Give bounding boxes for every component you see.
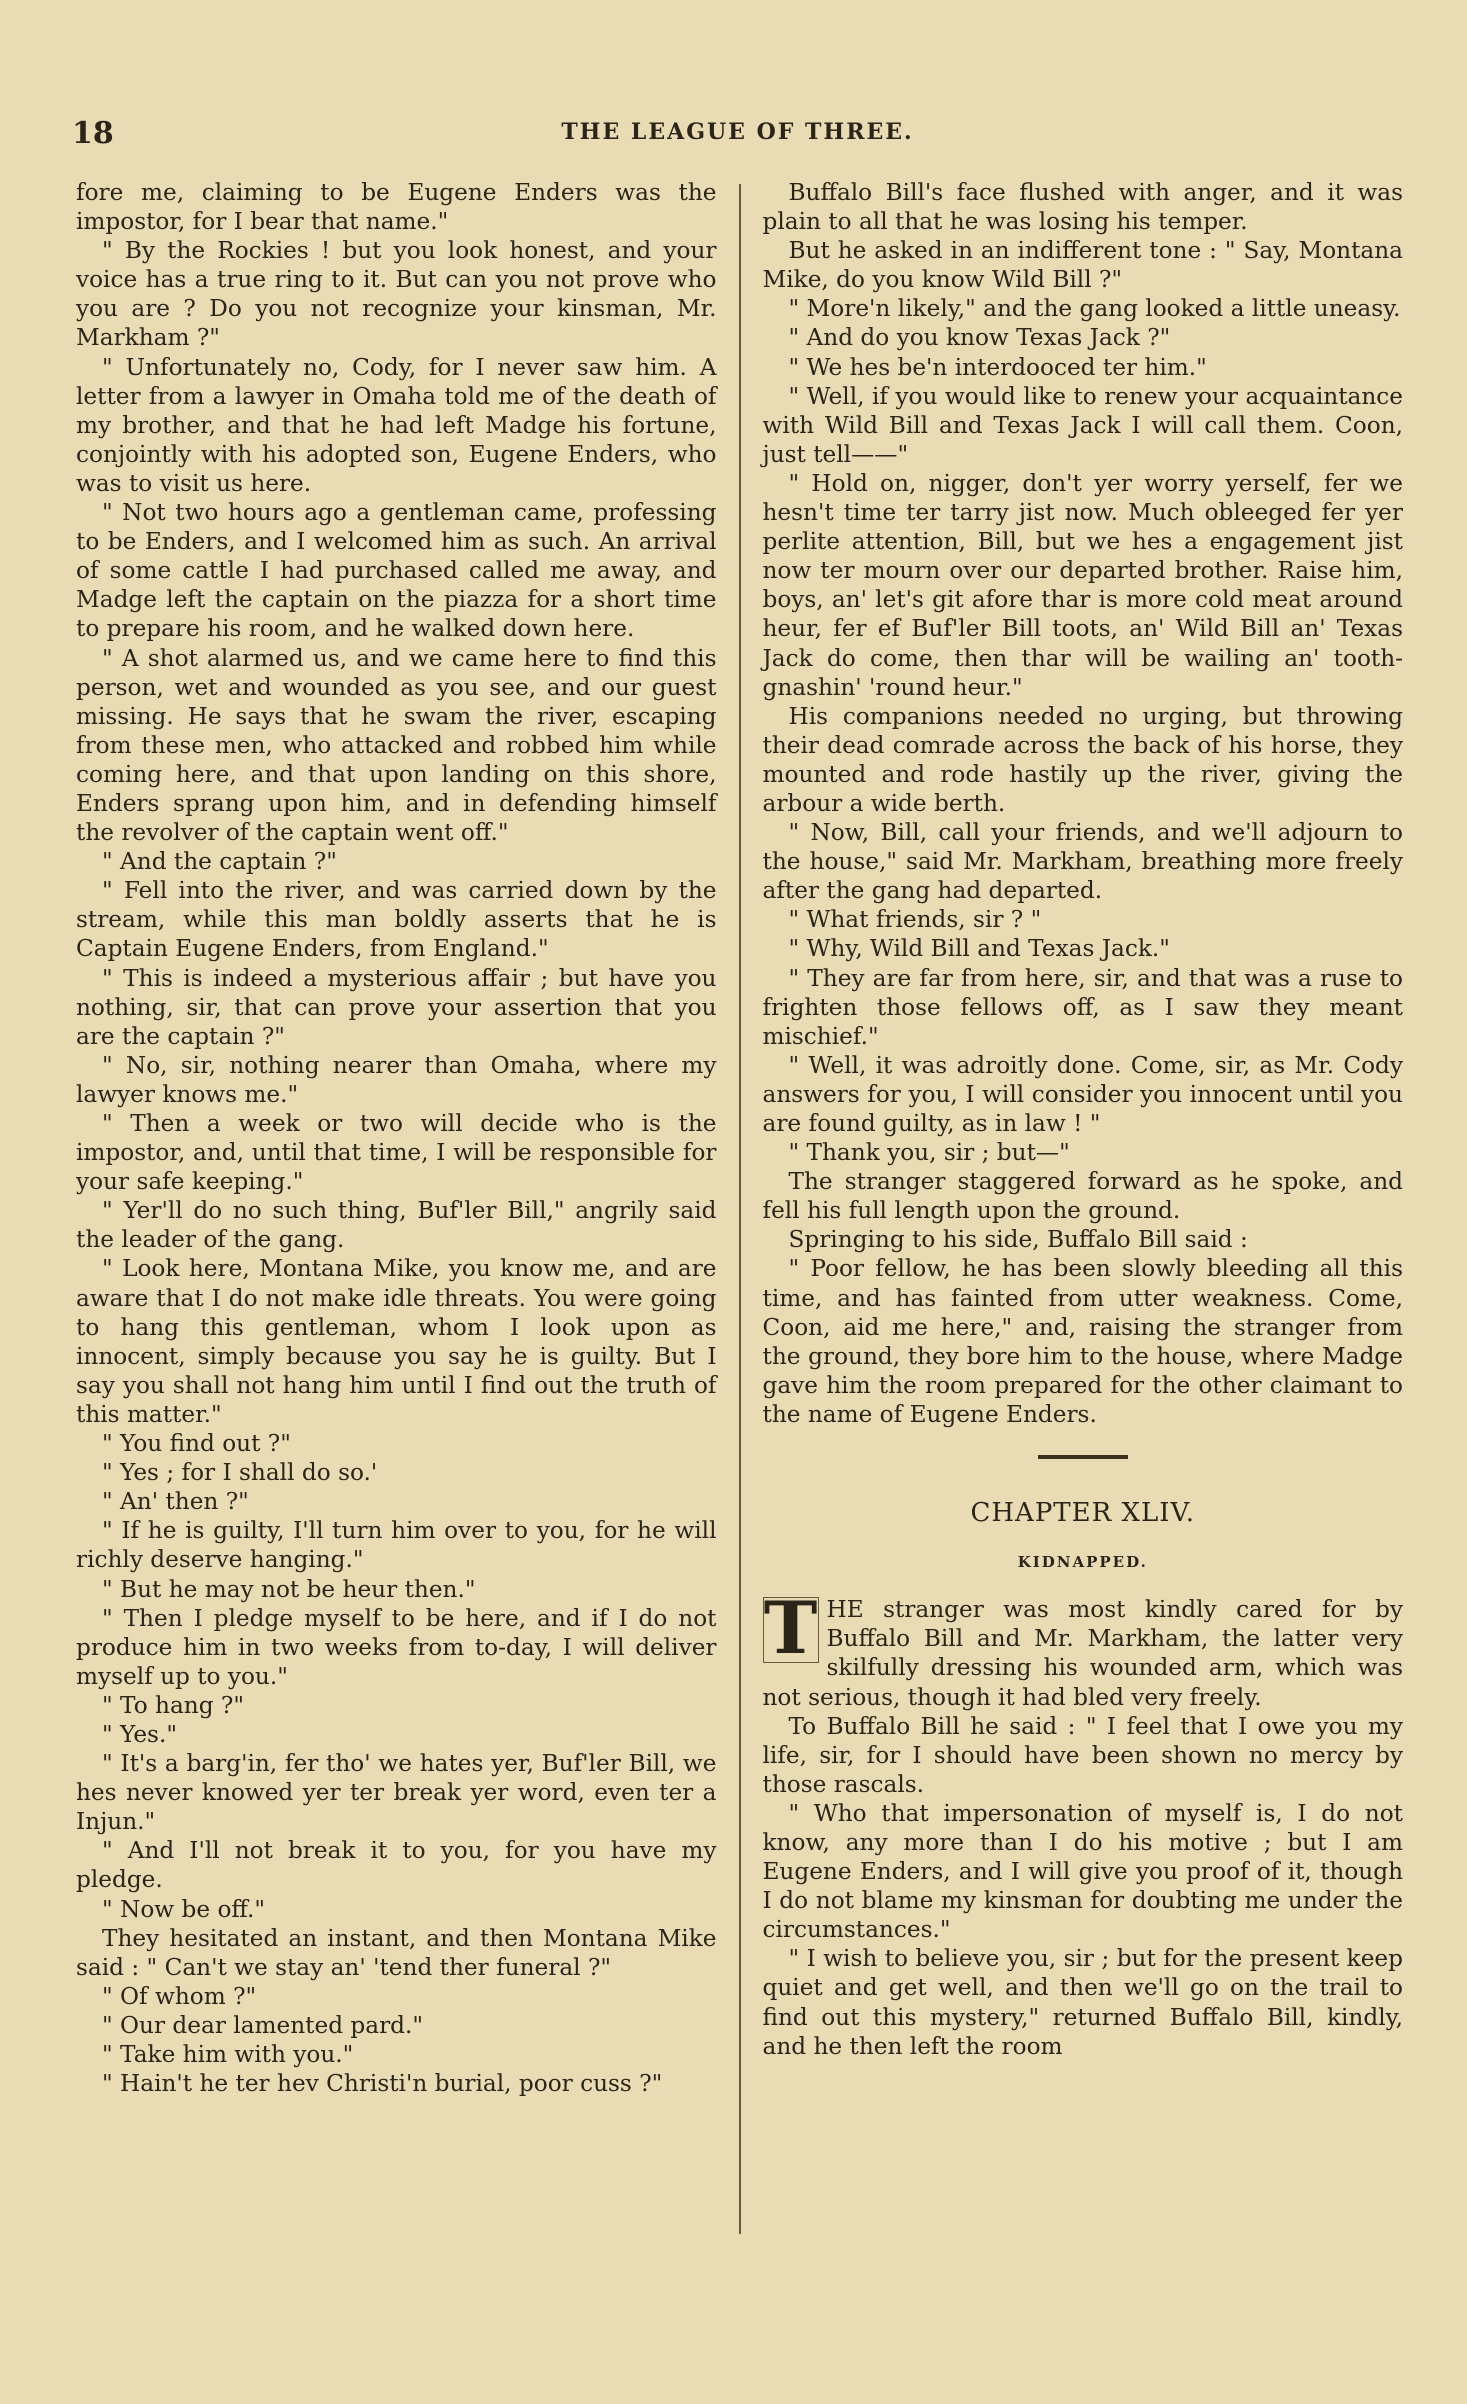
paragraph: " Hold on, nigger, don't yer worry yerself, fer we hesn't time ter tarry jist now. Much obleeged fer yer perlite attention, Bill, but we hes a engagement jist now ter mourn over our departed brother. Raise him, boys, an' let's git afore thar is more cold meat around heur, fer ef Buf'ler Bill toots, an' Wild Bill an' Texas Jack do come, then thar will be wailing an' tooth-gnashin' 'round heur." (762, 469, 1403, 701)
chapter-subtitle: KIDNAPPED. (1017, 1553, 1148, 1572)
paragraph: " Thank you, sir ; but—" (788, 1139, 1070, 1167)
paragraph: " Not two hours ago a gentleman came, professing to be Enders, and I welcomed him as such. An arrival of some cattle I had purchased called me away, and Madge left the captain on the piazza for a short time to prepare his room, and he walked down here. (76, 499, 717, 643)
running-head: THE LEAGUE OF THREE. (561, 119, 914, 145)
paragraph: " To hang ?" (102, 1691, 245, 1719)
paragraph: " What friends, sir ? " (788, 906, 1042, 934)
paragraph: " We hes be'n interdooced ter him." (788, 353, 1207, 381)
paragraph: " Look here, Montana Mike, you know me, and are aware that I do not make idle threats. You were going to hang this gentleman, whom I look upon as innocent, simply because you say he is guilty. But I say you shall not hang him until I find out the truth of this matter." (76, 1255, 717, 1428)
paragraph: " A shot alarmed us, and we came here to find this person, wet and wounded as you see, and our guest missing. He says that he swam the river, escaping from these men, who attacked and robbed him while coming here, and that upon landing on this shore, Enders sprang upon him, and in defending himself the revolver of the captain went off." (76, 644, 717, 847)
paragraph: " They are far from here, sir, and that was a ruse to frighten those fellows off, as I saw they meant mischief." (762, 964, 1403, 1050)
paragraph: " Now be off." (102, 1895, 266, 1923)
paragraph: " Fell into the river, and was carried down by the stream, while this man boldly asserts that he is Captain Eugene Enders, from England." (76, 877, 717, 963)
paragraph: " You find out ?" (102, 1430, 291, 1458)
right-column-bottom (763, 1712, 1404, 2061)
chapter-ornament (1038, 1455, 1128, 1459)
text-columns (76, 178, 1403, 2404)
paragraph: " Yes ; for I shall do so.' (102, 1459, 378, 1487)
page-header (72, 112, 1403, 152)
paragraph: To Buffalo Bill he said : " I feel that I owe you my life, sir, for I should have been shown no mercy by those rascals. (762, 1712, 1403, 1798)
paragraph: " An' then ?" (102, 1488, 249, 1516)
dropcap: T (763, 1585, 818, 1671)
paragraph: " Then a week or two will decide who is the impostor, and, until that time, I will be responsible for your safe keeping." (76, 1110, 717, 1196)
right-column-top (763, 178, 1404, 1429)
paragraph: They hesitated an instant, and then Montana Mike said : " Can't we stay an' 'tend ther funeral ?" (76, 1924, 717, 1981)
paragraph: " Of whom ?" (102, 1982, 257, 2010)
chapter-title: CHAPTER XLIV. (970, 1498, 1196, 1529)
paragraph: " I wish to believe you, sir ; but for the present keep quiet and get well, and then we'll go on the trail to find out this mystery," returned Buffalo Bill, kindly, and he then left the room (762, 1945, 1403, 2060)
paragraph: Springing to his side, Buffalo Bill said : (788, 1226, 1248, 1254)
paragraph: " This is indeed a mysterious affair ; but have you nothing, sir, that can prove your assertion that you are the captain ?" (76, 964, 717, 1050)
paragraph: " And the captain ?" (102, 848, 337, 876)
chapter-first-paragraph (762, 1585, 1404, 1711)
paragraph: " Yer'll do no such thing, Buf'ler Bill," angrily said the leader of the gang. (76, 1197, 717, 1254)
paragraph: " More'n likely," and the gang looked a little uneasy. (788, 295, 1401, 323)
paragraph: " And I'll not break it to you, for you have my pledge. (76, 1837, 717, 1894)
paragraph: " Unfortunately no, Cody, for I never saw him. A letter from a lawyer in Omaha told me of the death of my brother, and that he had left Madge his fortune, conjointly with his adopted son, Eugene Enders, who was to visit us here. (76, 353, 717, 497)
paragraph: " Well, it was adroitly done. Come, sir, as Mr. Cody answers for you, I will consider you innocent until you are found guilty, as in law ! " (762, 1051, 1403, 1137)
paragraph: " Hain't he ter hev Christi'n burial, poor cuss ?" (102, 2070, 663, 2098)
paragraph: " Why, Wild Bill and Texas Jack." (788, 935, 1170, 963)
paragraph: " But he may not be heur then." (102, 1575, 476, 1603)
paragraph: " Who that impersonation of myself is, I do not know, any more than I do his motive ; but I am Eugene Enders, and I will give you proof of it, though I do not blame my kinsman for doubting me under the circumstances." (762, 1799, 1403, 1944)
paragraph: " Yes." (102, 1720, 177, 1748)
paragraph: The stranger staggered forward as he spoke, and fell his full length upon the ground. (762, 1168, 1403, 1225)
paragraph: fore me, claiming to be Eugene Enders was the impostor, for I bear that name." (76, 179, 717, 236)
right-column (741, 178, 1404, 2404)
chapter-first-paragraph-text: HE stranger was most kindly cared for by Buffalo Bill and Mr. Markham, the latter very skilfully dressing his wounded arm, which was not serious, though it had bled very freely. (762, 1596, 1403, 1711)
paragraph: " Now, Bill, call your friends, and we'll adjourn to the house," said Mr. Markham, breathing more freely after the gang had departed. (762, 819, 1403, 905)
paragraph: " If he is guilty, I'll turn him over to you, for he will richly deserve hanging." (76, 1517, 717, 1574)
paragraph: " By the Rockies ! but you look honest, and your voice has a true ring to it. But can you not prove who you are ? Do you not recognize your kinsman, Mr. Markham ?" (76, 237, 717, 352)
paragraph: " Our dear lamented pard." (102, 2011, 424, 2039)
paragraph: " Take him with you." (102, 2041, 354, 2068)
paragraph: " Well, if you would like to renew your acquaintance with Wild Bill and Texas Jack I will call them. Coon, just tell——" (762, 382, 1403, 468)
left-column (76, 178, 739, 2404)
paragraph: " It's a barg'in, fer tho' we hates yer, Buf'ler Bill, we hes never knowed yer ter break yer word, even ter a Injun." (76, 1750, 717, 1836)
paragraph: But he asked in an indifferent tone : " Say, Montana Mike, do you know Wild Bill ?" (762, 237, 1403, 294)
paragraph: Buffalo Bill's face flushed with anger, and it was plain to all that he was losing his temper. (762, 179, 1403, 236)
paragraph: " Then I pledge myself to be here, and if I do not produce him in two weeks from to-day, I will deliver myself up to you." (76, 1604, 717, 1690)
paragraph: " Poor fellow, he has been slowly bleeding all this time, and has fainted from utter weakness. Come, Coon, aid me here," and, raising the stranger from the ground, they bore him to the house, where Madge gave him the room prepared for the other claimant to the name of Eugene Enders. (762, 1255, 1403, 1428)
paragraph: " No, sir, nothing nearer than Omaha, where my lawyer knows me." (76, 1051, 717, 1108)
paragraph: " And do you know Texas Jack ?" (788, 324, 1171, 352)
page-number: 18 (72, 116, 114, 151)
paragraph: His companions needed no urging, but throwing their dead comrade across the back of his horse, they mounted and rode hastily up the river, giving the arbour a wide berth. (762, 702, 1403, 817)
